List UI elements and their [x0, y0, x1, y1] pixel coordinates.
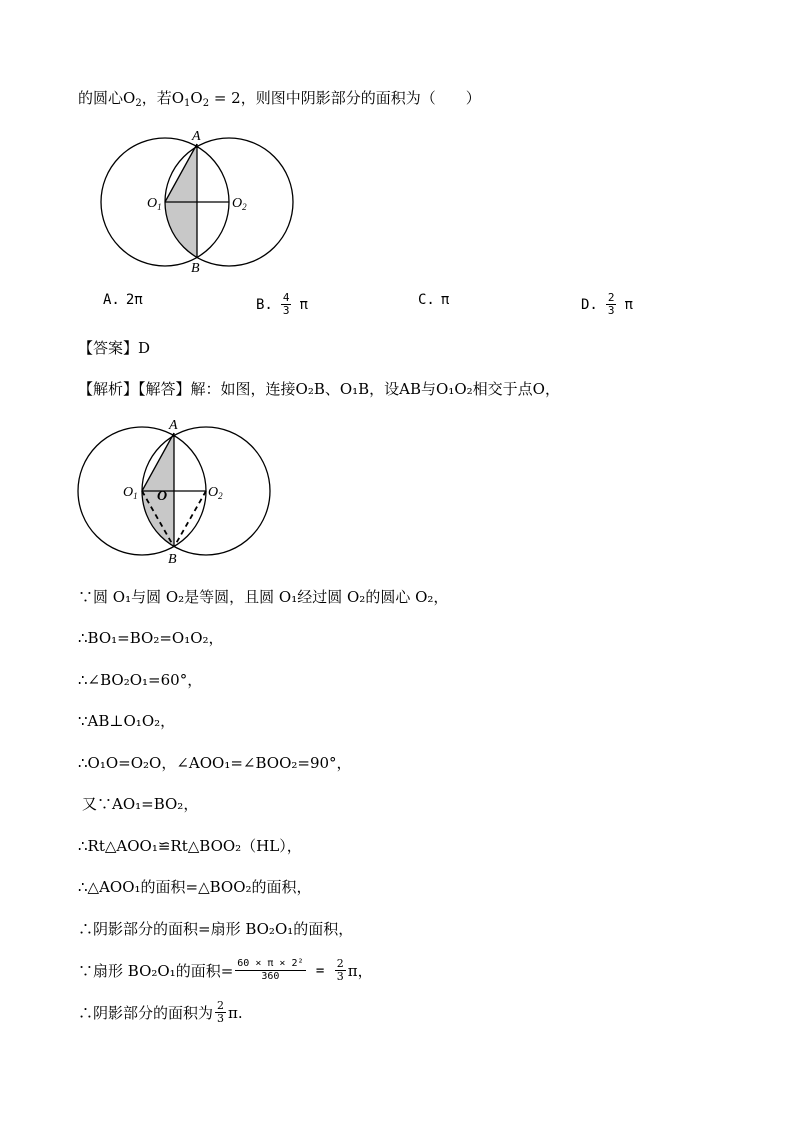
fraction: $\frac{2}{3}$ — [217, 999, 225, 1025]
step-4: ∵AB⊥O₁O₂， — [78, 712, 176, 730]
label-b: B — [168, 552, 177, 567]
step-7: ∴Rt△AOO₁≌Rt△BOO₂（HL）， — [78, 837, 302, 855]
step-10: ∵扇形 BO₂O₁的面积= $\frac{\text{60 × π × 2²}}{360}$ = $\frac{2}{3}$ π， — [78, 957, 373, 983]
question-figure — [95, 125, 300, 275]
analysis-intro: 【解析】【解答】解：如图，连接O₂B、O₁B，设AB与O₁O₂相交于点O， — [78, 380, 560, 398]
fraction: $\frac{4}{3}$ — [282, 291, 290, 317]
label-o1: $O_1$ — [123, 485, 138, 501]
step-3: ∴∠BO₂O₁=60°， — [78, 671, 203, 689]
step-11: ∴阴影部分的面积为 $\frac{2}{3}$ π. — [78, 999, 243, 1025]
option-d[interactable]: D. $\frac{2}{3}$ π — [581, 291, 633, 317]
shaded-region — [165, 144, 197, 258]
step-8: ∴△AOO₁的面积=△BOO₂的面积， — [78, 878, 312, 896]
step-2: ∴BO₁=BO₂=O₁O₂， — [78, 629, 224, 647]
label-a: A — [192, 129, 201, 144]
label-a: A — [169, 418, 178, 433]
option-c[interactable]: C. π — [418, 292, 450, 308]
label-b: B — [191, 261, 200, 275]
label-o: O — [157, 489, 168, 504]
label-o2: $O_2$ — [232, 196, 247, 212]
fraction: $\frac{2}{3}$ — [607, 291, 615, 317]
fraction: $\frac{2}{3}$ — [336, 957, 344, 983]
step-9: ∴阴影部分的面积=扇形 BO₂O₁的面积， — [78, 920, 354, 938]
option-a[interactable]: A. 2π — [103, 292, 143, 308]
answer-line: 【答案】D — [78, 339, 151, 357]
step-5: ∴O₁O=O₂O，∠AOO₁=∠BOO₂=90°， — [78, 754, 352, 772]
step-1: ∵圆 O₁与圆 O₂是等圆，且圆 O₁经过圆 O₂的圆心 O₂， — [78, 588, 449, 606]
dashed-o2b — [174, 491, 206, 547]
fraction: $\frac{\text{60 × π × 2²}}{360}$ — [237, 958, 304, 982]
label-o2: $O_2$ — [208, 485, 223, 501]
question-stem: 的圆心$O_2$，若$O_1O_2 = 2$，则图中阴影部分的面积为（ ） — [78, 89, 481, 109]
label-o1: $O_1$ — [147, 196, 162, 212]
step-6: 又∵AO₁=BO₂， — [82, 795, 199, 813]
option-b[interactable]: B. $\frac{4}{3}$ π — [256, 291, 308, 317]
solution-figure — [72, 417, 277, 569]
